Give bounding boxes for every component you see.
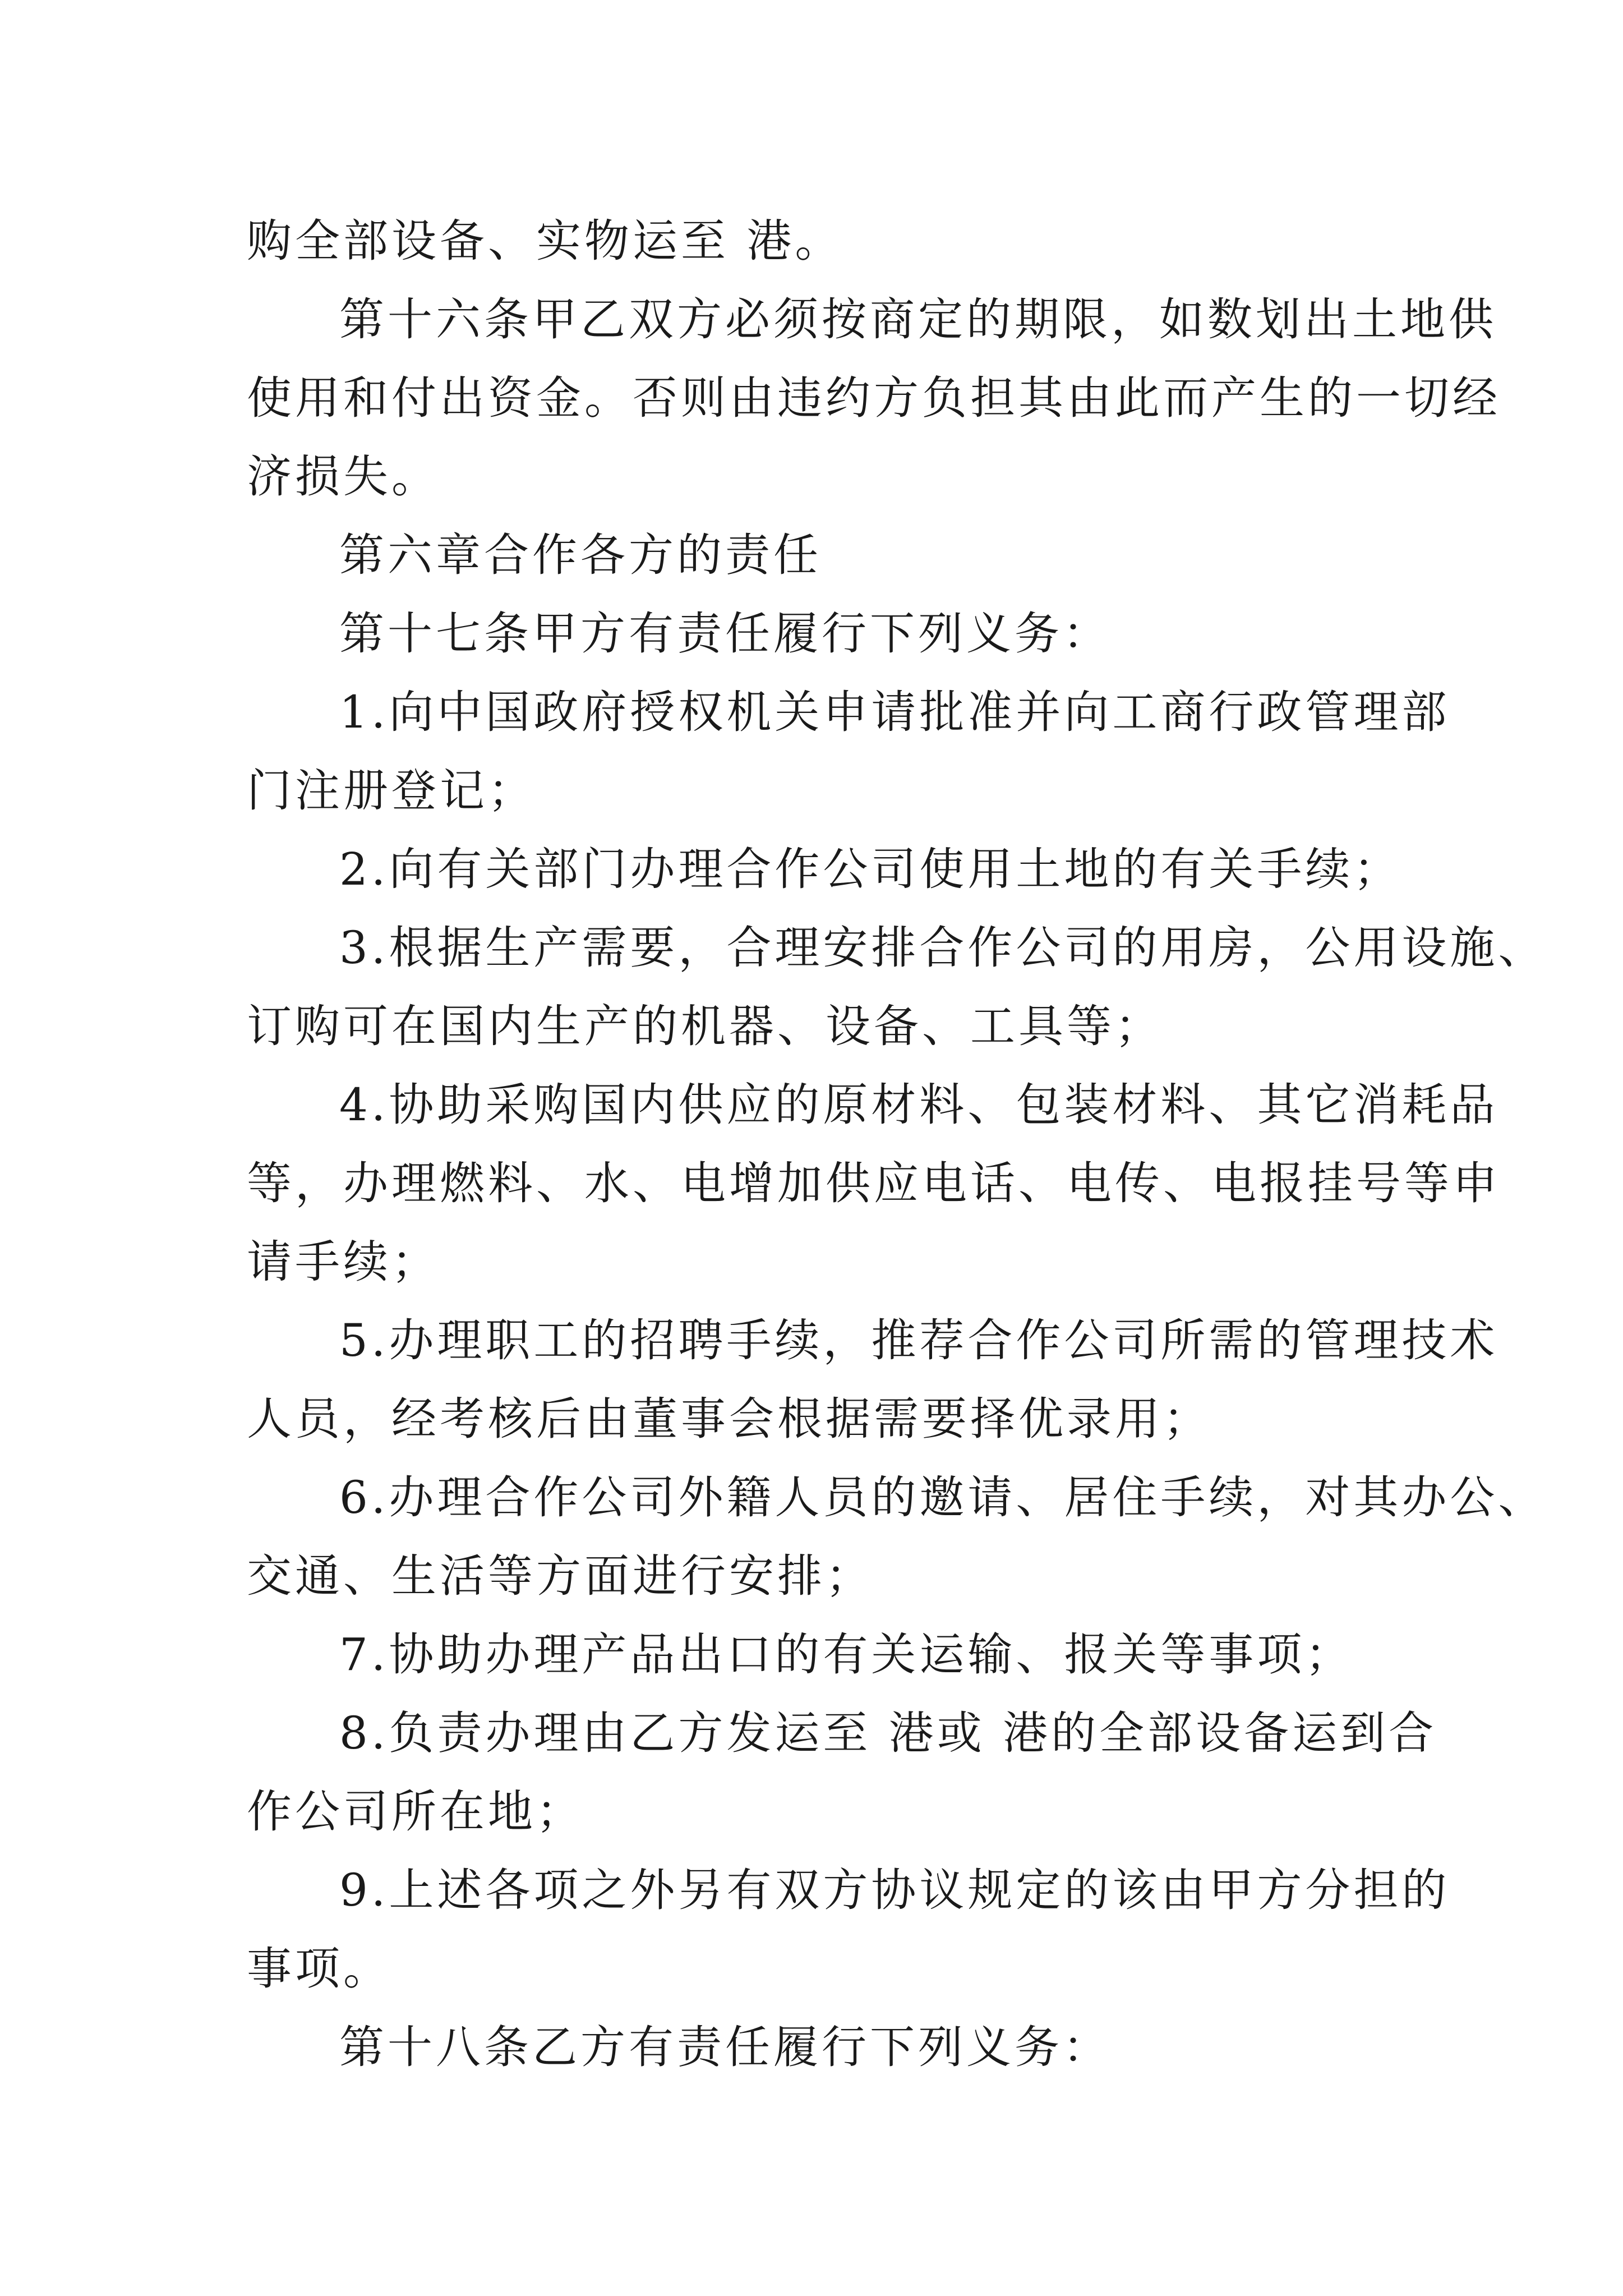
list-item: 4.协助采购国内供应的原材料、包装材料、其它消耗品 — [339, 1079, 1498, 1131]
list-item: 2.向有关部门办理合作公司使用土地的有关手续； — [339, 843, 1402, 895]
list-item: 6.办理合作公司外籍人员的邀请、居住手续，对其办公、 — [339, 1471, 1547, 1524]
article-heading: 第十八条乙方有责任履行下列义务： — [339, 2021, 1111, 2073]
text-line: 作公司所在地； — [247, 1786, 584, 1838]
text-line: 济损失。 — [247, 450, 440, 503]
article-heading: 第十七条甲方有责任履行下列义务： — [339, 608, 1111, 660]
list-item: 3.根据生产需要，合理安排合作公司的用房，公用设施、 — [339, 922, 1547, 974]
list-item: 7.协助办理产品出口的有关运输、报关等事项； — [339, 1628, 1354, 1681]
text-line: 购全部设备、实物运至 港。 — [247, 215, 843, 267]
text-line: 订购可在国内生产的机器、设备、工具等； — [247, 1000, 1163, 1052]
text-line: 第十六条甲乙双方必须按商定的期限，如数划出土地供 — [339, 293, 1497, 346]
text-line: 使用和付出资金。否则由违约方负担其由此而产生的一切经 — [247, 372, 1501, 424]
list-item: 5.办理职工的招聘手续，推荐合作公司所需的管理技术 — [339, 1314, 1498, 1366]
text-line: 等，办理燃料、水、电增加供应电话、电传、电报挂号等申 — [247, 1157, 1501, 1209]
list-item: 1.向中国政府授权机关申请批准并向工商行政管理部 — [339, 686, 1450, 738]
list-item: 8.负责办理由乙方发运至 港或 港的全部设备运到合 — [339, 1707, 1437, 1759]
text-line: 请手续； — [247, 1236, 440, 1288]
text-line: 门注册登记； — [247, 765, 536, 817]
chapter-heading: 第六章合作各方的责任 — [339, 529, 822, 581]
text-line: 事项。 — [247, 1943, 391, 1995]
list-item: 9.上述各项之外另有双方协议规定的该由甲方分担的 — [339, 1864, 1450, 1916]
text-line: 人员，经考核后由董事会根据需要择优录用； — [247, 1393, 1211, 1445]
text-line: 交通、生活等方面进行安排； — [247, 1550, 874, 1602]
